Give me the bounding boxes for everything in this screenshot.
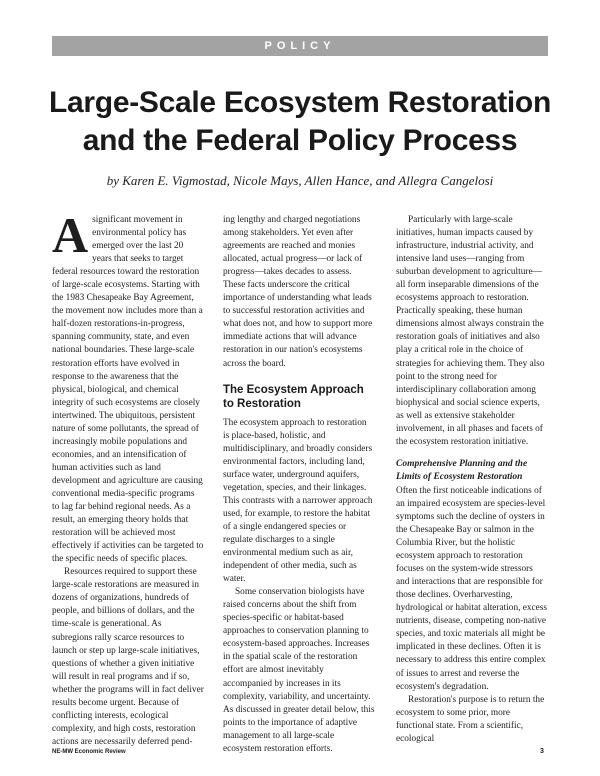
body-paragraph: Resources required to support these large-scale restorations are measured in dozens of organizations, hundreds of people, and billions of dollars, and the time-scale is generational. As subregions rally scarce resources to launch or step up large-scale initiatives, questions of whether a given initiative will result in real programs and if so, whether the programs will in fact deliver results become urgent. Because of conflicting interests, ecological complexity, and high costs, restoration actions are necessarily deferred pend- — [52, 567, 204, 747]
column-3 — [396, 214, 548, 746]
body-paragraph: Some conservation biologists have raised concerns about the shift from species-specific or habitat-based approaches to conservation planning to ecosystem-based approaches. Increases in the spatial scale of the restoration effort are almost inevitably accompanied by increases in its complexity, variability, and uncertainty. As discussed in greater detail below, this points to the importance of adaptive management to all large-scale ecosystem restoration efforts. — [223, 587, 375, 754]
column-2 — [223, 214, 375, 756]
publication-name: NE-MW Economic Review — [52, 749, 126, 755]
body-paragraph: The ecosystem approach to restoration is place-based, holistic, and multidisciplinary, and broadly considers environmental factors, including land, surface water, underground aquifers, vegetation, species, and their linkages. This contrasts with a narrower approach used, for example, to restore the habitat of a single endangered species or regulate discharges to a single environmental medium such as air, independent of other media, such as water. — [223, 417, 373, 585]
section-heading: The Ecosystem Approach to Restoration — [223, 383, 364, 410]
article-title: Large-Scale Ecosystem Restoration and the Federal Policy Process — [49, 86, 551, 157]
page-number: 3 — [540, 748, 544, 755]
column-1 — [52, 207, 204, 749]
body-paragraph: Particularly with large-scale initiatives, human impacts caused by infrastructure, industrial activity, and intensive land uses—ranging from suburban development to agriculture—all form inseparable dimensions of the ecosystems approach to restoration. Practically speaking, these human dimensions almost always constrain the restoration goals of initiatives and also play a critical role in the choice of strategies for achieving them. They also point to the strong need for interdisciplinary collaboration among biophysical and social science experts, as well as extensive stakeholder involvement, in all phases and facets of the ecosystem restoration initiative. — [396, 215, 545, 447]
intro-text: significant movement in environmental policy has emerged over the last 20 years that seeks to target federal resources toward the restoration of large-scale ecosystems. Starting with the 1983 Chesapeake Bay Agreement, the movement now includes more than a half-dozen restorations-in-progress, spanning community, state, and even national boundaries. These large-scale restoration efforts have evolved in response to the awareness that the physical, biological, and chemical integrity of such ecosystems are closely intertwined. The ubiquitous, persistent nature of some pollutants, the spread of increasingly mobile populations and economies, and an intensification of human activities such as land development and agriculture are causing conventional media-specific programs to lag far behind regional needs. As a result, an emerging theory holds that restoration will be achieved most effectively if activities can be targeted to the specific needs of specific places. — [52, 215, 204, 565]
drop-cap: A — [52, 207, 89, 263]
byline: by Karen E. Vigmostad, Nicole Mays, Allen Hance, and Allegra Cangelosi — [106, 173, 494, 188]
section-banner: POLICY — [52, 36, 548, 56]
body-paragraph: Often the first noticeable indications of an impaired ecosystem are species-level symptoms such the decline of oysters in the Chesapeake Bay or salmon in the Columbia River, but the holistic ecosystem approach to restoration focuses on the system-wide stressors and interactions that are responsible for those declines. Overharvesting, hydrological or habitat alteration, excess nutrients, disease, competing non-native species, and toxic materials all might be implicated in these declines. Often it is necessary to address this entire complex of issues to arrest and reverse the ecosystem's degradation. — [396, 485, 548, 692]
intro-paragraph — [52, 207, 204, 566]
body-paragraph: Restoration's purpose is to return the ecosystem to some prior, more functional state. From a scientific, ecological — [396, 694, 545, 744]
body-paragraph: ing lengthy and charged negotiations among stakeholders. Yet even after agreements are reached and monies allocated, actual progress—or lack of progress—takes decades to assess. These facts underscore the critical importance of understanding what leads to successful restoration activities and what does not, and how to support more immediate actions that will advance restoration in our nation's ecosystems across the board. — [223, 215, 373, 369]
subsection-heading: Comprehensive Planning and the Limits of Ecosystem Restoration — [396, 458, 528, 482]
